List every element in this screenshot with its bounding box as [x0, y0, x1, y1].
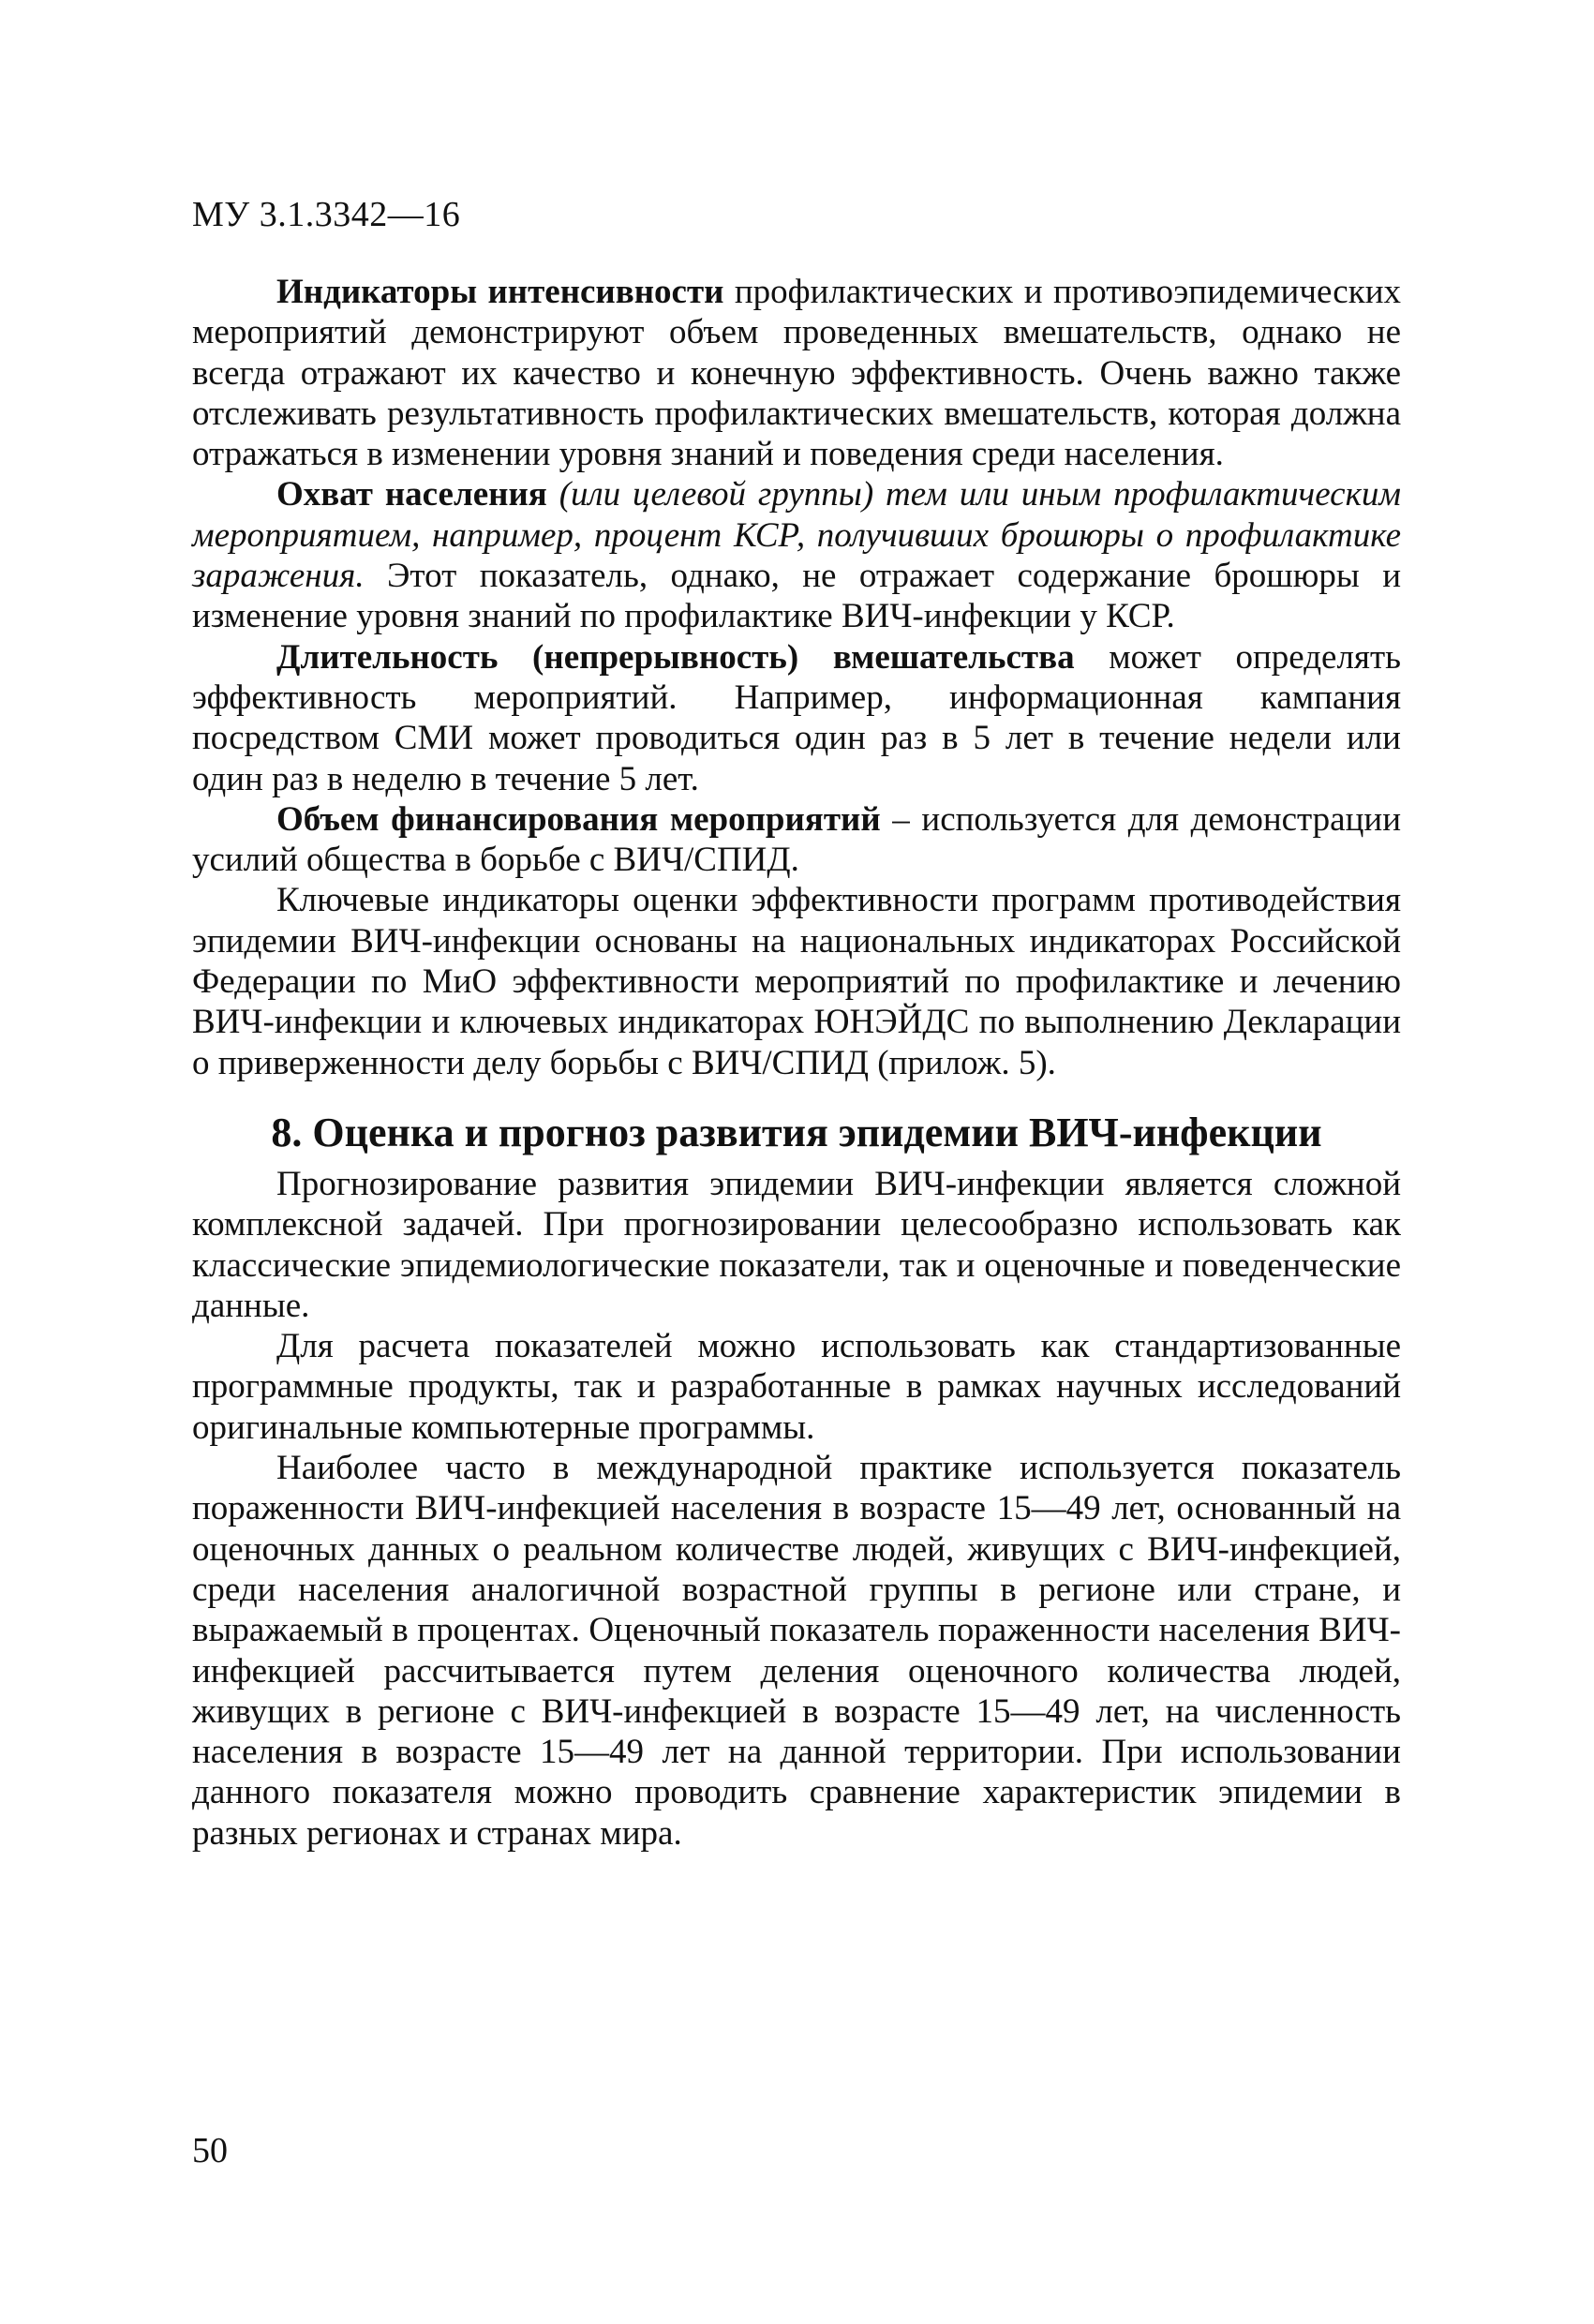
paragraph-italic-text: (или целевой группы) тем или иным профилактическим мероприятием, например, процент КСР, получивших брошюры о профилактике заражения.	[192, 475, 1401, 596]
paragraph-prevalence-indicator: Наиболее часто в международной практике используется показатель пораженности ВИЧ-инфекцией населения в возрасте 15—49 лет, основанный на оценочных данных о реальном количестве людей, живущих с ВИЧ-инфекцией, среди населения аналогичной возрастной группы в регионе или стране, и выражаемый в процентах. Оценочный показатель пораженности населения ВИЧ-инфекцией рассчитывается путем деления оценочного количества людей, живущих в регионе с ВИЧ-инфекцией в возрасте 15—49 лет, на численность населения в возрасте 15—49 лет на данной территории. При использовании данного показателя можно проводить сравнение характеристик эпидемии в разных регионах и странах мира.	[192, 1449, 1401, 1853]
document-body	[192, 272, 1401, 1854]
paragraph-text: – используется для демонстрации усилий общества в борьбе с ВИЧ/СПИД.	[192, 799, 1401, 880]
paragraph-intensity-indicators	[192, 272, 1401, 474]
section-heading: 8. Оценка и прогноз развития эпидемии ВИЧ-инфекции	[271, 1109, 1322, 1155]
paragraph-text: Ключевые индикаторы оценки эффективности программ противодействия эпидемии ВИЧ-инфекции основаны на национальных индикаторах Российской Федерации по МиО эффективности мероприятий по профилактике и лечению ВИЧ-инфекции и ключевых индикаторах ЮНЭЙДС по выполнению Декларации о приверженности делу борьбы с ВИЧ/СПИД (прилож. 5).	[192, 881, 1401, 1082]
paragraph-funding-volume	[192, 799, 1401, 881]
paragraph-forecasting: Прогнозирование развития эпидемии ВИЧ-инфекции является сложной комплексной задачей. При прогнозировании целесообразно использовать как классические эпидемиологические показатели, так и оценочные и поведенческие данные.	[192, 1164, 1401, 1325]
paragraph-intervention-duration	[192, 637, 1401, 799]
paragraph-key-indicators	[192, 880, 1401, 1082]
paragraph-population-coverage	[192, 474, 1401, 636]
paragraph-text: профилактических и противоэпидемических мероприятий демонстрируют объем проведенных вмешательств, однако не всегда отражают их качество и конечную эффективность. Очень важно также отслеживать результативность профилактических вмешательств, которая должна отражаться в изменении уровня знаний и поведения среди населения.	[192, 273, 1401, 474]
paragraph-text: может определять эффективность мероприятий. Например, информационная кампания посредством СМИ может проводиться один раз в 5 лет в течение недели или один раз в неделю в течение 5 лет.	[192, 637, 1401, 798]
term-intensity-indicators: Индикаторы интенсивности	[276, 273, 724, 311]
term-population-coverage: Охват населения	[276, 475, 547, 514]
document-code: МУ 3.1.3342—16	[192, 195, 461, 234]
page-number: 50	[192, 2131, 228, 2170]
term-funding-volume: Объем финансирования мероприятий	[276, 799, 881, 839]
paragraph-calculation-software: Для расчета показателей можно использовать как стандартизованные программные продукты, так и разработанные в рамках научных исследований оригинальные компьютерные программы.	[192, 1327, 1401, 1447]
paragraph-text: Этот показатель, однако, не отражает содержание брошюры и изменение уровня знаний по профилактике ВИЧ-инфекции у КСР.	[192, 557, 1401, 636]
term-intervention-duration: Длительность (непрерывность) вмешательства	[276, 637, 1075, 677]
